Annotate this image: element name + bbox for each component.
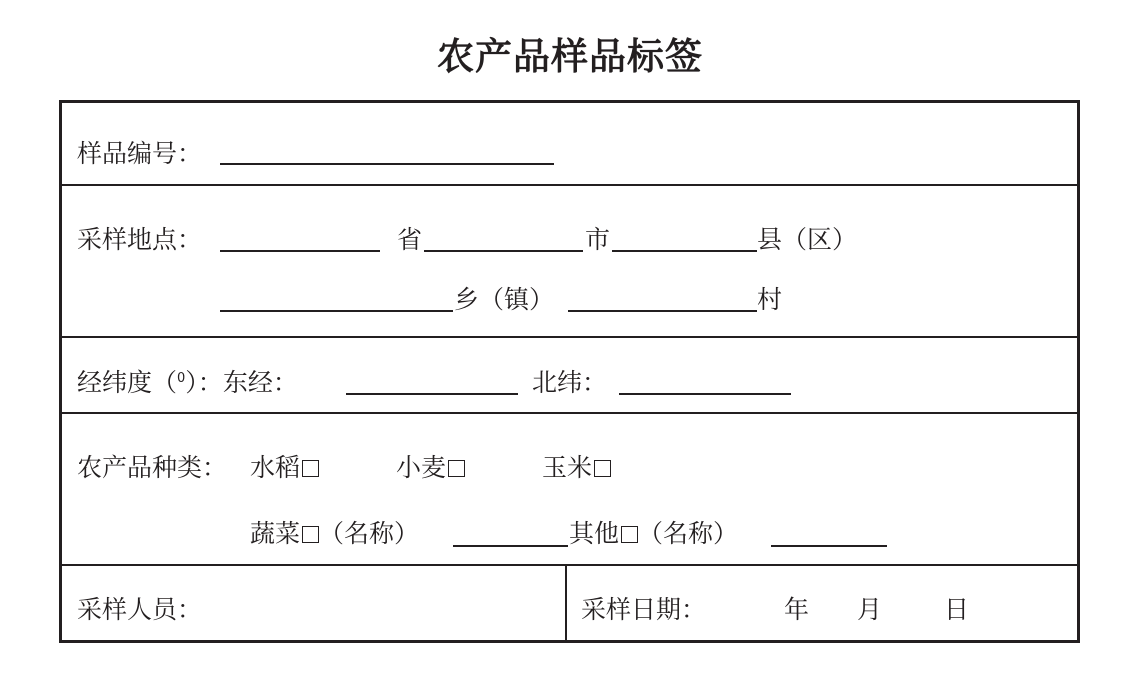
divider-line — [62, 336, 1077, 338]
province-field[interactable] — [220, 250, 380, 252]
date-month-label: 月 — [857, 595, 883, 624]
sampler-label: 采样人员： — [77, 595, 203, 624]
location-label: 采样地点： — [77, 225, 203, 254]
county-label: 县（区） — [757, 225, 858, 254]
sample-label-form — [59, 100, 1080, 643]
rice-option[interactable]: 水稻 — [250, 453, 319, 483]
vegetable-name-field[interactable] — [453, 545, 568, 547]
wheat-checkbox[interactable] — [448, 460, 465, 477]
date-label: 采样日期： — [581, 595, 707, 624]
vegetable-option[interactable]: 蔬菜 （名称） — [250, 519, 420, 548]
form-title: 农产品样品标签 — [437, 35, 703, 78]
village-field[interactable] — [568, 310, 757, 312]
date-year-label: 年 — [784, 595, 810, 624]
other-name-field[interactable] — [771, 545, 887, 547]
product-type-label: 农产品种类： — [77, 453, 228, 482]
divider-line — [62, 564, 1077, 566]
village-label: 村 — [757, 285, 783, 314]
city-label: 市 — [585, 225, 611, 254]
city-field[interactable] — [424, 250, 583, 252]
township-field[interactable] — [220, 310, 453, 312]
longitude-field[interactable] — [346, 393, 518, 395]
sample-no-label: 样品编号： — [77, 139, 203, 168]
vegetable-checkbox[interactable] — [302, 526, 319, 543]
date-day-label: 日 — [944, 595, 970, 624]
wheat-option[interactable]: 小麦 — [396, 453, 465, 483]
province-label: 省 — [397, 225, 423, 254]
latitude-label: 北纬： — [532, 368, 608, 397]
degree-mark: 0 — [177, 371, 186, 386]
rice-checkbox[interactable] — [302, 460, 319, 477]
corn-checkbox[interactable] — [594, 460, 611, 477]
county-field[interactable] — [612, 250, 757, 252]
township-label: 乡（镇） — [454, 285, 555, 314]
other-option[interactable]: 其他 （名称） — [569, 519, 739, 548]
latitude-field[interactable] — [619, 393, 791, 395]
divider-line — [62, 412, 1077, 414]
corn-option[interactable]: 玉米 — [542, 453, 611, 483]
divider-line — [62, 184, 1077, 186]
other-checkbox[interactable] — [621, 526, 638, 543]
coords-label: 经纬度（$^0$）：东经： — [77, 368, 298, 397]
divider-line-vertical — [565, 565, 567, 643]
sample-no-field[interactable] — [220, 163, 554, 165]
